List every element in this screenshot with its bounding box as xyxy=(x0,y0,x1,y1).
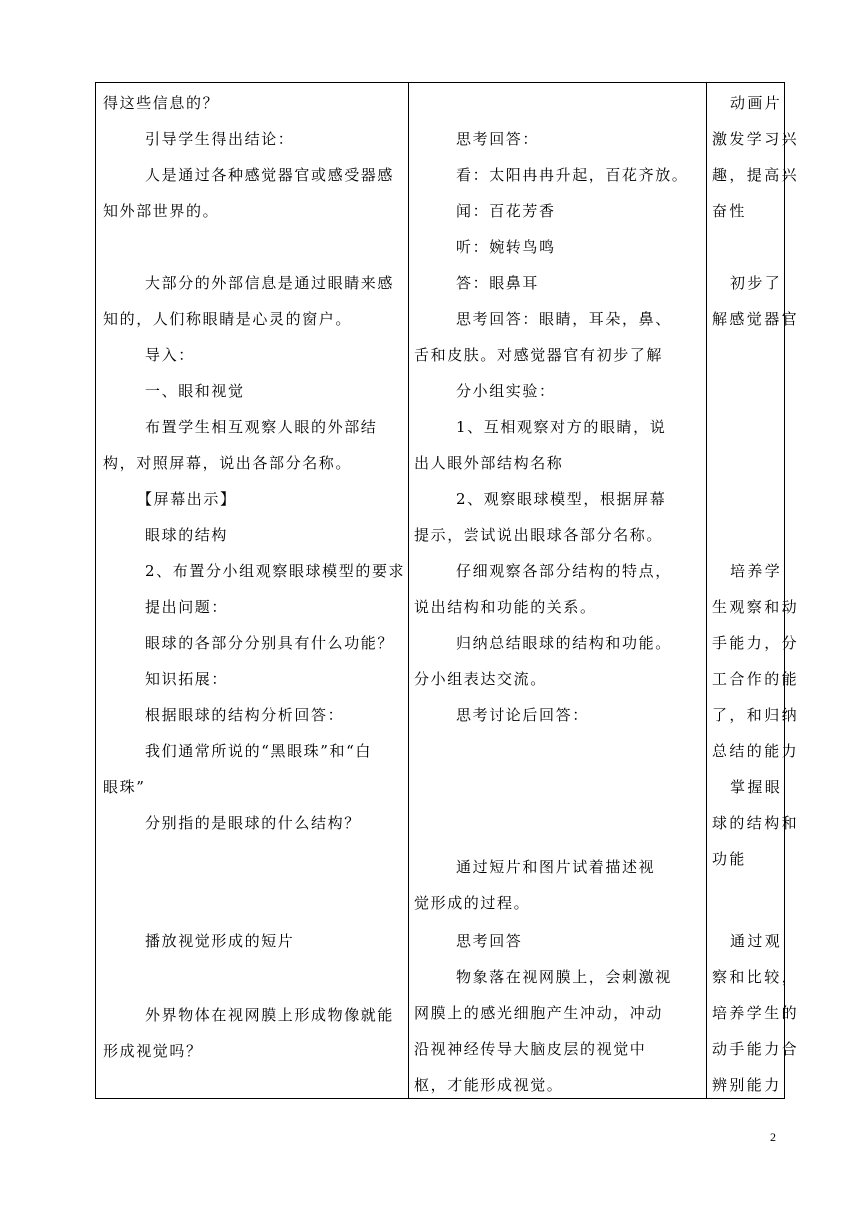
text-line: 构，对照屏幕，说出各部分名称。 xyxy=(103,454,353,472)
text-line: 提示，尝试说出眼球各部分名称。 xyxy=(414,526,664,544)
text-line: 解感觉器官 xyxy=(712,310,800,328)
text-line: 大部分的外部信息是通过眼睛来感 xyxy=(145,274,395,292)
text-line: 思考回答： xyxy=(456,130,540,148)
text-line: 掌握眼 xyxy=(730,778,783,796)
text-line: 物象落在视网膜上，会刺激视 xyxy=(456,968,672,986)
text-line: 提出问题： xyxy=(145,598,229,616)
text-line: 培养学生的 xyxy=(712,1004,800,1022)
text-line: 人是通过各种感觉器官或感受器感 xyxy=(145,166,395,184)
text-line: 知识拓展： xyxy=(145,670,229,688)
text-line: 舌和皮肤。对感觉器官有初步了解 xyxy=(414,346,664,364)
text-line: 仔细观察各部分结构的特点， xyxy=(456,562,672,580)
text-line: 眼球的结构 xyxy=(145,526,229,544)
student-activity-column xyxy=(414,83,704,1098)
text-line: 激发学习兴 xyxy=(712,130,800,148)
text-line: 动画片 xyxy=(730,94,783,112)
text-line: 眼珠” xyxy=(103,778,146,796)
text-line: 导入： xyxy=(145,346,195,364)
text-line: 看：太阳冉冉升起，百花齐放。 xyxy=(456,166,689,184)
text-line: 培养学 xyxy=(730,562,783,580)
text-line: 察和比较， xyxy=(712,968,800,986)
text-line: 通过观 xyxy=(730,932,783,950)
page-number: 2 xyxy=(770,1130,776,1144)
text-line: 归纳总结眼球的结构和功能。 xyxy=(456,634,672,652)
text-line: 闻：百花芳香 xyxy=(456,202,556,220)
text-line: 外界物体在视网膜上形成物像就能 xyxy=(145,1006,395,1024)
text-line: 说出结构和功能的关系。 xyxy=(414,598,597,616)
text-line: 【屏幕出示】 xyxy=(137,490,237,508)
text-line: 初步了 xyxy=(730,274,783,292)
text-line: 了，和归纳 xyxy=(712,706,800,724)
text-line: 趣，提高兴 xyxy=(712,166,800,184)
text-line: 知的，人们称眼睛是心灵的窗户。 xyxy=(103,310,353,328)
column-divider xyxy=(408,83,409,1098)
text-line: 总结的能力 xyxy=(712,742,800,760)
text-line: 动手能力合 xyxy=(712,1040,800,1058)
text-line: 2、观察眼球模型，根据屏幕 xyxy=(456,490,667,508)
text-line: 播放视觉形成的短片 xyxy=(145,932,295,950)
text-line: 眼球的各部分分别具有什么功能？ xyxy=(145,634,395,652)
lesson-table xyxy=(95,82,800,1099)
text-line: 通过短片和图片试着描述视 xyxy=(456,858,656,876)
text-line: 生观察和动 xyxy=(712,598,800,616)
text-line: 思考回答：眼睛，耳朵，鼻、 xyxy=(456,310,672,328)
text-line: 分小组表达交流。 xyxy=(414,670,547,688)
text-line: 功能 xyxy=(712,850,747,868)
text-line: 根据眼球的结构分析回答： xyxy=(145,706,345,724)
text-line: 出人眼外部结构名称 xyxy=(414,454,564,472)
text-line: 工合作的能 xyxy=(712,670,800,688)
text-line: 觉形成的过程。 xyxy=(414,894,531,912)
text-line: 辨别能力 xyxy=(712,1076,782,1094)
text-line: 一、眼和视觉 xyxy=(145,382,245,400)
text-line: 我们通常所说的“黑眼珠”和“白 xyxy=(145,742,373,760)
text-line: 枢，才能形成视觉。 xyxy=(414,1076,564,1094)
text-line: 奋性 xyxy=(712,202,747,220)
teacher-activity-column xyxy=(103,83,405,1098)
text-line: 2、布置分小组观察眼球模型的要求 xyxy=(145,562,406,580)
text-line: 沿视神经传导大脑皮层的视觉中 xyxy=(414,1040,647,1058)
text-line: 得这些信息的？ xyxy=(103,94,220,112)
text-line: 思考讨论后回答： xyxy=(456,706,589,724)
column-divider xyxy=(706,83,707,1098)
text-line: 听：婉转鸟鸣 xyxy=(456,238,556,256)
text-line: 手能力，分 xyxy=(712,634,800,652)
text-line: 分别指的是眼球的什么结构？ xyxy=(145,814,361,832)
text-line: 分小组实验： xyxy=(456,382,556,400)
design-intent-column xyxy=(712,83,800,1098)
text-line: 布置学生相互观察人眼的外部结 xyxy=(145,418,378,436)
text-line: 1、互相观察对方的眼睛，说 xyxy=(456,418,667,436)
text-line: 形成视觉吗？ xyxy=(103,1042,203,1060)
text-line: 引导学生得出结论： xyxy=(145,130,295,148)
text-line: 知外部世界的。 xyxy=(103,202,220,220)
text-line: 思考回答 xyxy=(456,932,523,950)
text-line: 球的结构和 xyxy=(712,814,800,832)
text-line: 答：眼鼻耳 xyxy=(456,274,540,292)
text-line: 网膜上的感光细胞产生冲动，冲动 xyxy=(414,1004,664,1022)
